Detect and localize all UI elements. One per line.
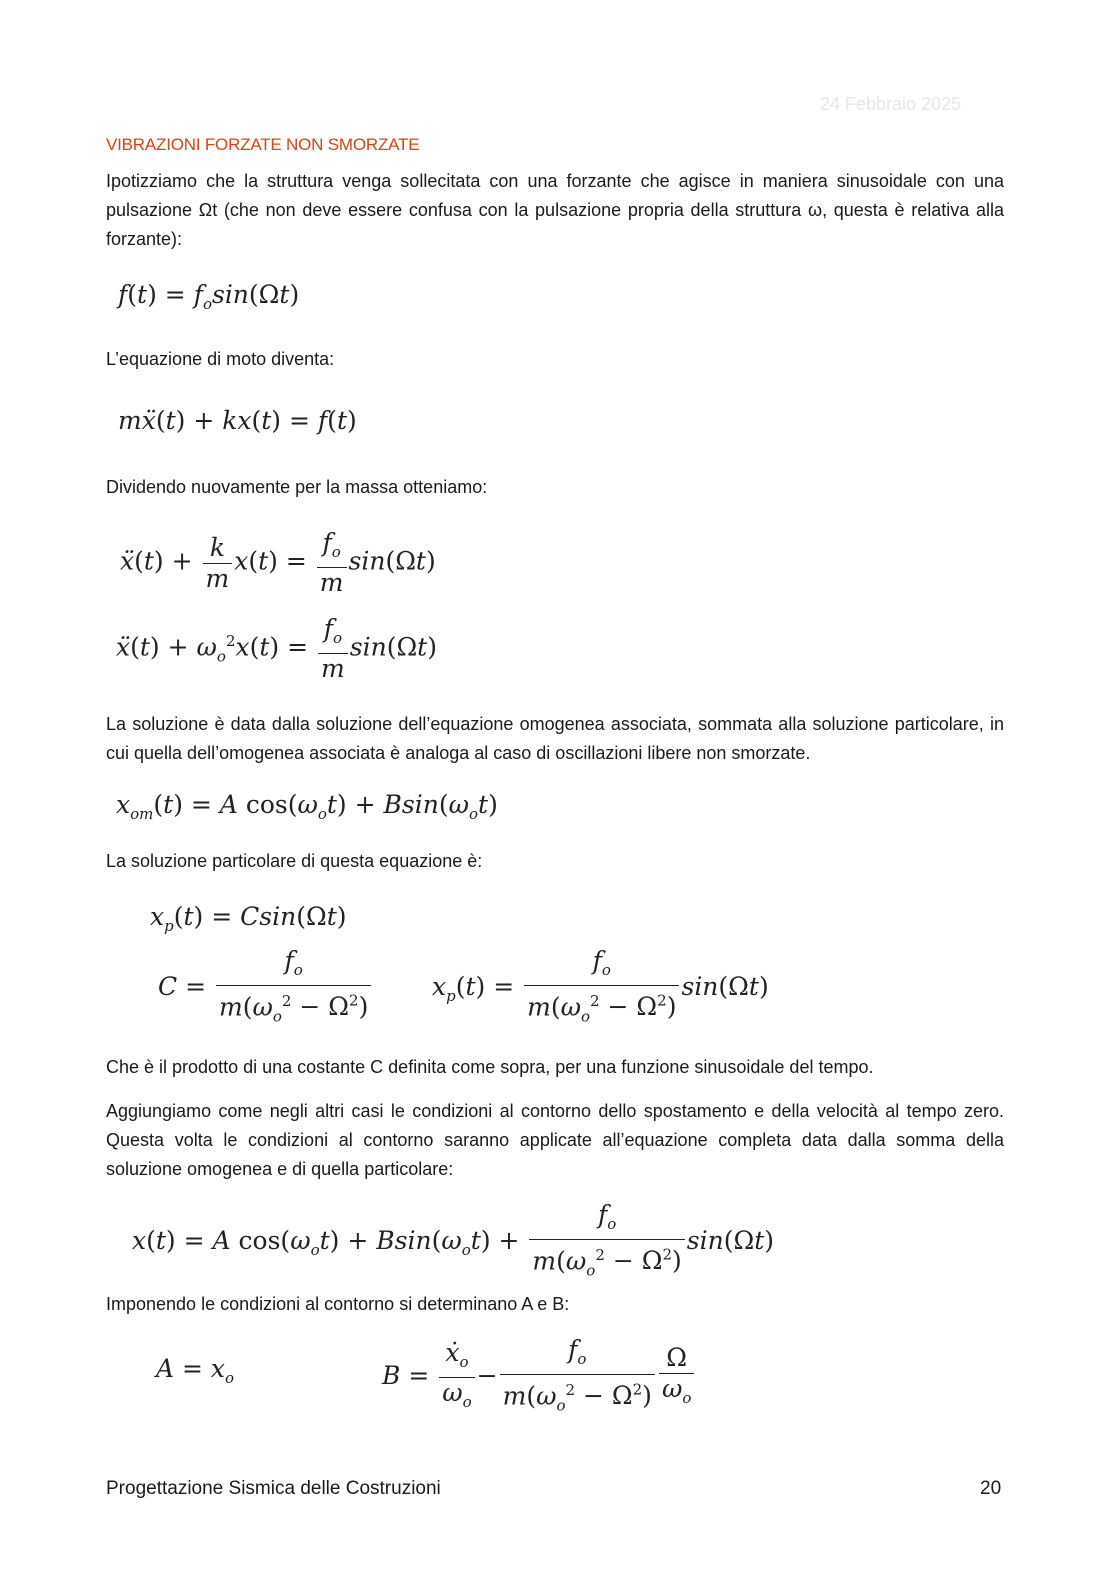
equation-particular-solution-explicit: $x_p(t)$ = $\frac{f_o}{m(\omega_o^2 - \Omega^2)}$ sin(Ωt)	[432, 946, 769, 1026]
paragraph-boundary-conditions: Aggiungiamo come negli altri casi le condizioni al contorno dello spostamento e della velocità al tempo zero. Questa volta le condizioni al contorno saranno applicate all’equazione completa data dalla somma della soluzione omogenea e di quella particolare:	[106, 1101, 1004, 1179]
header-date: 24 Febbraio 2025	[820, 94, 962, 114]
paragraph-solution-structure: La soluzione è data dalla soluzione dell’equazione omogenea associata, sommata alla soluzione particolare, in cui quella dell’omogenea associata è analoga al caso di oscillazioni libere non smorzate.	[106, 714, 1004, 763]
equation-motion: mẍ(t) + kx(t) = f(t)	[118, 406, 357, 435]
equation-particular-solution: $x_p(t) = Csin(\Omega t)$	[150, 902, 347, 935]
equation-a-value: $A = x_o$	[156, 1354, 235, 1387]
paragraph-constant-explanation: Che è il prodotto di una costante C definita come sopra, per una funzione sinusoidale del tempo.	[106, 1057, 874, 1077]
equation-complete-solution: x(t) = A $\cos(\omega_ot) + Bsin(\omega_ot)$ + $\frac{f_o}{m(\omega_o^2 - \Omega^2)}$ sin(Ωt)	[132, 1200, 774, 1280]
equation-constant-c: C = $\frac{f_o}{m(\omega_o^2 - \Omega^2)}$	[158, 946, 373, 1031]
paragraph-determine-a-b: Imponendo le condizioni al contorno si determinano A e B:	[106, 1294, 570, 1314]
section-title: VIBRAZIONI FORZATE NON SMORZATE	[106, 135, 420, 154]
paragraph-motion-equation-intro: L’equazione di moto diventa:	[106, 349, 335, 369]
equation-normalized-1: ẍ(t) + $\frac{k}{m}$ x(t) = $\frac{f_o}{m}$ sin(Ωt)	[120, 528, 436, 597]
equation-b-value: B = $\frac{ẋ_o}{\omega_o}$ − $\frac{f_o}{m(\omega_o^2 - \Omega^2)}$ $\frac{\Omega}{\omega_o}$	[382, 1335, 696, 1420]
page-number: 20	[980, 1478, 1002, 1499]
equation-forcing-function: $f(t) = f_o\sin(\Omega t)$	[118, 280, 300, 313]
footer-document-title: Progettazione Sismica delle Costruzioni	[106, 1478, 441, 1499]
equation-normalized-2: ẍ(t) + $\omega_o^2x(t)$ = $\frac{f_o}{m}$ sin(Ωt)	[116, 614, 437, 683]
paragraph-particular-solution-intro: La soluzione particolare di questa equazione è:	[106, 851, 483, 871]
equation-homogeneous-solution: $x_{om}(t) = A$ $\cos(\omega_ot) + Bsin(\omega_ot)$	[116, 790, 498, 823]
paragraph-divide-by-mass: Dividendo nuovamente per la massa otteniamo:	[106, 477, 488, 497]
paragraph-intro: Ipotizziamo che la struttura venga sollecitata con una forzante che agisce in maniera sinusoidale con una pulsazione Ωt (che non deve essere confusa con la pulsazione propria della struttura ω, questa è relativa alla forzante):	[106, 171, 1004, 249]
